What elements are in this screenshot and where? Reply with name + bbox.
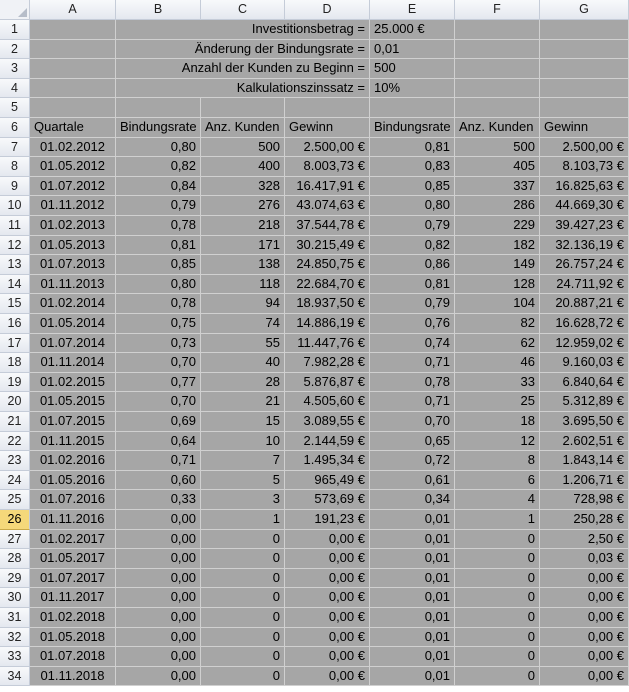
table-cell[interactable]: 0,00 € <box>540 608 629 628</box>
table-cell[interactable]: 2.602,51 € <box>540 432 629 452</box>
cell-empty[interactable] <box>455 98 540 118</box>
table-cell[interactable]: 573,69 € <box>285 490 370 510</box>
table-cell[interactable]: 0,00 <box>116 608 201 628</box>
table-cell[interactable]: 0 <box>455 667 540 687</box>
row-header-5[interactable]: 5 <box>0 98 30 118</box>
table-cell[interactable]: 5.312,89 € <box>540 392 629 412</box>
table-cell[interactable]: 171 <box>201 236 285 256</box>
cell-empty[interactable] <box>540 20 629 40</box>
table-cell[interactable]: 405 <box>455 157 540 177</box>
table-cell[interactable]: 3.089,55 € <box>285 412 370 432</box>
row-header-21[interactable]: 21 <box>0 412 30 432</box>
table-cell[interactable]: 01.11.2016 <box>30 510 116 530</box>
row-header-25[interactable]: 25 <box>0 490 30 510</box>
table-cell[interactable]: 01.05.2015 <box>30 392 116 412</box>
table-cell[interactable]: 1 <box>201 510 285 530</box>
table-cell[interactable]: 191,23 € <box>285 510 370 530</box>
row-header-29[interactable]: 29 <box>0 569 30 589</box>
table-cell[interactable]: 149 <box>455 255 540 275</box>
table-header-cell[interactable]: Gewinn <box>540 118 629 138</box>
table-cell[interactable]: 01.07.2015 <box>30 412 116 432</box>
table-cell[interactable]: 0,00 € <box>540 667 629 687</box>
param-value[interactable]: 500 <box>370 59 455 79</box>
table-cell[interactable]: 229 <box>455 216 540 236</box>
table-cell[interactable]: 43.074,63 € <box>285 196 370 216</box>
table-header-cell[interactable]: Bindungsrate <box>370 118 455 138</box>
table-header-cell[interactable]: Bindungsrate <box>116 118 201 138</box>
column-header-f[interactable]: F <box>455 0 540 20</box>
row-header-24[interactable]: 24 <box>0 471 30 491</box>
table-cell[interactable]: 14.886,19 € <box>285 314 370 334</box>
table-cell[interactable]: 0,74 <box>370 334 455 354</box>
table-cell[interactable]: 94 <box>201 294 285 314</box>
table-cell[interactable]: 0,00 <box>116 667 201 687</box>
table-cell[interactable]: 0,00 € <box>285 569 370 589</box>
table-cell[interactable]: 0,00 € <box>540 628 629 648</box>
cell-empty[interactable] <box>201 98 285 118</box>
row-header-16[interactable]: 16 <box>0 314 30 334</box>
table-cell[interactable]: 01.07.2012 <box>30 177 116 197</box>
table-header-cell[interactable]: Anz. Kunden <box>201 118 285 138</box>
table-cell[interactable]: 26.757,24 € <box>540 255 629 275</box>
row-header-19[interactable]: 19 <box>0 373 30 393</box>
table-cell[interactable]: 16.825,63 € <box>540 177 629 197</box>
table-cell[interactable]: 0,00 € <box>540 588 629 608</box>
row-header-6[interactable]: 6 <box>0 118 30 138</box>
table-cell[interactable]: 01.07.2018 <box>30 647 116 667</box>
cell-a1[interactable] <box>30 20 116 40</box>
table-cell[interactable]: 0,00 € <box>285 647 370 667</box>
table-cell[interactable]: 0,79 <box>370 294 455 314</box>
table-cell[interactable]: 0,78 <box>370 373 455 393</box>
table-cell[interactable]: 337 <box>455 177 540 197</box>
table-cell[interactable]: 0,78 <box>116 216 201 236</box>
cell-empty[interactable] <box>285 98 370 118</box>
table-cell[interactable]: 74 <box>201 314 285 334</box>
table-cell[interactable]: 0 <box>201 530 285 550</box>
table-cell[interactable]: 400 <box>201 157 285 177</box>
table-cell[interactable]: 0 <box>455 647 540 667</box>
cell-empty[interactable] <box>455 79 540 99</box>
table-cell[interactable]: 0,80 <box>116 275 201 295</box>
cell-empty[interactable] <box>370 98 455 118</box>
table-cell[interactable]: 01.11.2012 <box>30 196 116 216</box>
table-cell[interactable]: 22.684,70 € <box>285 275 370 295</box>
table-cell[interactable]: 0,34 <box>370 490 455 510</box>
table-cell[interactable]: 01.02.2013 <box>30 216 116 236</box>
table-cell[interactable]: 0,00 € <box>285 667 370 687</box>
table-cell[interactable]: 0 <box>201 628 285 648</box>
table-cell[interactable]: 0,00 <box>116 510 201 530</box>
table-cell[interactable]: 0,82 <box>116 157 201 177</box>
table-cell[interactable]: 118 <box>201 275 285 295</box>
param-label[interactable]: Investitionsbetrag = <box>116 20 370 40</box>
table-cell[interactable]: 39.427,23 € <box>540 216 629 236</box>
table-cell[interactable]: 0,81 <box>370 275 455 295</box>
table-cell[interactable]: 286 <box>455 196 540 216</box>
table-cell[interactable]: 30.215,49 € <box>285 236 370 256</box>
table-cell[interactable]: 0,70 <box>370 412 455 432</box>
param-label[interactable]: Anzahl der Kunden zu Beginn = <box>116 59 370 79</box>
table-cell[interactable]: 0,01 <box>370 510 455 530</box>
row-header-34[interactable]: 34 <box>0 667 30 687</box>
row-header-20[interactable]: 20 <box>0 392 30 412</box>
table-cell[interactable]: 0,70 <box>116 392 201 412</box>
table-cell[interactable]: 9.160,03 € <box>540 353 629 373</box>
table-cell[interactable]: 6.840,64 € <box>540 373 629 393</box>
table-cell[interactable]: 37.544,78 € <box>285 216 370 236</box>
table-cell[interactable]: 0,86 <box>370 255 455 275</box>
table-cell[interactable]: 12.959,02 € <box>540 334 629 354</box>
table-cell[interactable]: 44.669,30 € <box>540 196 629 216</box>
row-header-26[interactable]: 26 <box>0 510 30 530</box>
table-cell[interactable]: 28 <box>201 373 285 393</box>
table-cell[interactable]: 0,01 <box>370 569 455 589</box>
row-header-28[interactable]: 28 <box>0 549 30 569</box>
cell-empty[interactable] <box>540 79 629 99</box>
table-cell[interactable]: 0,71 <box>370 353 455 373</box>
table-cell[interactable]: 46 <box>455 353 540 373</box>
table-cell[interactable]: 0,80 <box>116 138 201 158</box>
table-cell[interactable]: 0,03 € <box>540 549 629 569</box>
table-cell[interactable]: 2.500,00 € <box>540 138 629 158</box>
table-cell[interactable]: 138 <box>201 255 285 275</box>
table-cell[interactable]: 0,77 <box>116 373 201 393</box>
table-cell[interactable]: 0,00 € <box>285 608 370 628</box>
row-header-13[interactable]: 13 <box>0 255 30 275</box>
table-cell[interactable]: 0,69 <box>116 412 201 432</box>
table-cell[interactable]: 0,01 <box>370 588 455 608</box>
row-header-9[interactable]: 9 <box>0 177 30 197</box>
table-cell[interactable]: 0,85 <box>116 255 201 275</box>
table-cell[interactable]: 0,72 <box>370 451 455 471</box>
cell-empty[interactable] <box>455 40 540 60</box>
table-cell[interactable]: 01.07.2016 <box>30 490 116 510</box>
column-header-c[interactable]: C <box>201 0 285 20</box>
table-cell[interactable]: 82 <box>455 314 540 334</box>
table-cell[interactable]: 01.07.2014 <box>30 334 116 354</box>
table-cell[interactable]: 3.695,50 € <box>540 412 629 432</box>
table-cell[interactable]: 276 <box>201 196 285 216</box>
row-header-8[interactable]: 8 <box>0 157 30 177</box>
table-cell[interactable]: 01.02.2018 <box>30 608 116 628</box>
table-cell[interactable]: 104 <box>455 294 540 314</box>
row-header-30[interactable]: 30 <box>0 588 30 608</box>
table-cell[interactable]: 0,33 <box>116 490 201 510</box>
table-cell[interactable]: 0 <box>455 569 540 589</box>
table-cell[interactable]: 250,28 € <box>540 510 629 530</box>
table-cell[interactable]: 01.05.2013 <box>30 236 116 256</box>
table-cell[interactable]: 0,60 <box>116 471 201 491</box>
table-cell[interactable]: 965,49 € <box>285 471 370 491</box>
table-cell[interactable]: 24.711,92 € <box>540 275 629 295</box>
table-cell[interactable]: 0 <box>201 588 285 608</box>
table-cell[interactable]: 218 <box>201 216 285 236</box>
table-cell[interactable]: 0 <box>201 549 285 569</box>
row-header-14[interactable]: 14 <box>0 275 30 295</box>
table-cell[interactable]: 01.05.2016 <box>30 471 116 491</box>
table-cell[interactable]: 01.05.2012 <box>30 157 116 177</box>
table-cell[interactable]: 32.136,19 € <box>540 236 629 256</box>
table-cell[interactable]: 500 <box>201 138 285 158</box>
table-cell[interactable]: 0,00 <box>116 549 201 569</box>
table-cell[interactable]: 0 <box>201 667 285 687</box>
table-cell[interactable]: 0,01 <box>370 549 455 569</box>
table-cell[interactable]: 24.850,75 € <box>285 255 370 275</box>
table-cell[interactable]: 0 <box>455 588 540 608</box>
column-header-e[interactable]: E <box>370 0 455 20</box>
table-cell[interactable]: 0,65 <box>370 432 455 452</box>
table-cell[interactable]: 0,00 <box>116 628 201 648</box>
table-cell[interactable]: 62 <box>455 334 540 354</box>
table-cell[interactable]: 2.500,00 € <box>285 138 370 158</box>
table-cell[interactable]: 01.11.2018 <box>30 667 116 687</box>
table-cell[interactable]: 0,00 <box>116 647 201 667</box>
table-cell[interactable]: 1 <box>455 510 540 530</box>
table-cell[interactable]: 728,98 € <box>540 490 629 510</box>
table-cell[interactable]: 0,71 <box>116 451 201 471</box>
table-cell[interactable]: 5 <box>201 471 285 491</box>
row-header-11[interactable]: 11 <box>0 216 30 236</box>
column-header-g[interactable]: G <box>540 0 629 20</box>
table-cell[interactable]: 0,85 <box>370 177 455 197</box>
table-cell[interactable]: 01.11.2015 <box>30 432 116 452</box>
table-cell[interactable]: 0,01 <box>370 647 455 667</box>
table-cell[interactable]: 0 <box>455 549 540 569</box>
table-cell[interactable]: 6 <box>455 471 540 491</box>
table-cell[interactable]: 8.103,73 € <box>540 157 629 177</box>
table-cell[interactable]: 0,81 <box>116 236 201 256</box>
row-header-4[interactable]: 4 <box>0 79 30 99</box>
cell-a3[interactable] <box>30 59 116 79</box>
table-cell[interactable]: 01.02.2015 <box>30 373 116 393</box>
table-cell[interactable]: 0,01 <box>370 608 455 628</box>
table-cell[interactable]: 0,00 <box>116 530 201 550</box>
table-cell[interactable]: 0,00 € <box>285 549 370 569</box>
row-header-33[interactable]: 33 <box>0 647 30 667</box>
table-cell[interactable]: 0,00 € <box>540 569 629 589</box>
table-cell[interactable]: 0,83 <box>370 157 455 177</box>
table-cell[interactable]: 0,84 <box>116 177 201 197</box>
table-cell[interactable]: 128 <box>455 275 540 295</box>
table-cell[interactable]: 01.07.2013 <box>30 255 116 275</box>
table-cell[interactable]: 01.02.2017 <box>30 530 116 550</box>
table-cell[interactable]: 0,75 <box>116 314 201 334</box>
table-cell[interactable]: 4 <box>455 490 540 510</box>
row-header-7[interactable]: 7 <box>0 138 30 158</box>
table-cell[interactable]: 0 <box>455 608 540 628</box>
table-cell[interactable]: 182 <box>455 236 540 256</box>
table-cell[interactable]: 328 <box>201 177 285 197</box>
table-cell[interactable]: 01.07.2017 <box>30 569 116 589</box>
table-cell[interactable]: 01.05.2017 <box>30 549 116 569</box>
table-cell[interactable]: 0,70 <box>116 353 201 373</box>
row-header-23[interactable]: 23 <box>0 451 30 471</box>
column-header-d[interactable]: D <box>285 0 370 20</box>
row-header-3[interactable]: 3 <box>0 59 30 79</box>
table-cell[interactable]: 0,01 <box>370 628 455 648</box>
param-label[interactable]: Änderung der Bindungsrate = <box>116 40 370 60</box>
param-label[interactable]: Kalkulationszinssatz = <box>116 79 370 99</box>
table-cell[interactable]: 0,78 <box>116 294 201 314</box>
table-cell[interactable]: 0,00 € <box>285 530 370 550</box>
table-cell[interactable]: 0,64 <box>116 432 201 452</box>
row-header-22[interactable]: 22 <box>0 432 30 452</box>
cell-empty[interactable] <box>540 59 629 79</box>
table-cell[interactable]: 1.206,71 € <box>540 471 629 491</box>
cell-a2[interactable] <box>30 40 116 60</box>
row-header-31[interactable]: 31 <box>0 608 30 628</box>
table-cell[interactable]: 8.003,73 € <box>285 157 370 177</box>
table-header-cell[interactable]: Quartale <box>30 118 116 138</box>
table-cell[interactable]: 11.447,76 € <box>285 334 370 354</box>
table-cell[interactable]: 3 <box>201 490 285 510</box>
table-header-cell[interactable]: Anz. Kunden <box>455 118 540 138</box>
table-cell[interactable]: 2.144,59 € <box>285 432 370 452</box>
table-cell[interactable]: 0,76 <box>370 314 455 334</box>
column-header-a[interactable]: A <box>30 0 116 20</box>
table-cell[interactable]: 2,50 € <box>540 530 629 550</box>
table-header-cell[interactable]: Gewinn <box>285 118 370 138</box>
cell-empty[interactable] <box>455 20 540 40</box>
table-cell[interactable]: 10 <box>201 432 285 452</box>
table-cell[interactable]: 16.628,72 € <box>540 314 629 334</box>
cell-a4[interactable] <box>30 79 116 99</box>
table-cell[interactable]: 0 <box>201 608 285 628</box>
table-cell[interactable]: 0,80 <box>370 196 455 216</box>
table-cell[interactable]: 01.11.2014 <box>30 353 116 373</box>
row-header-17[interactable]: 17 <box>0 334 30 354</box>
param-value[interactable]: 0,01 <box>370 40 455 60</box>
table-cell[interactable]: 01.05.2018 <box>30 628 116 648</box>
cell-empty[interactable] <box>455 59 540 79</box>
table-cell[interactable]: 0,00 <box>116 569 201 589</box>
table-cell[interactable]: 0,73 <box>116 334 201 354</box>
table-cell[interactable]: 40 <box>201 353 285 373</box>
cell-empty[interactable] <box>116 98 201 118</box>
row-header-1[interactable]: 1 <box>0 20 30 40</box>
table-cell[interactable]: 55 <box>201 334 285 354</box>
table-cell[interactable]: 0,01 <box>370 667 455 687</box>
table-cell[interactable]: 500 <box>455 138 540 158</box>
cell-empty[interactable] <box>540 40 629 60</box>
table-cell[interactable]: 1.495,34 € <box>285 451 370 471</box>
row-header-10[interactable]: 10 <box>0 196 30 216</box>
table-cell[interactable]: 12 <box>455 432 540 452</box>
table-cell[interactable]: 0,71 <box>370 392 455 412</box>
row-header-32[interactable]: 32 <box>0 628 30 648</box>
column-header-b[interactable]: B <box>116 0 201 20</box>
cell-a5[interactable] <box>30 98 116 118</box>
select-all-corner[interactable] <box>0 0 30 20</box>
table-cell[interactable]: 0 <box>201 569 285 589</box>
table-cell[interactable]: 01.02.2014 <box>30 294 116 314</box>
row-header-12[interactable]: 12 <box>0 236 30 256</box>
table-cell[interactable]: 01.05.2014 <box>30 314 116 334</box>
table-cell[interactable]: 01.02.2012 <box>30 138 116 158</box>
table-cell[interactable]: 0 <box>455 530 540 550</box>
row-header-27[interactable]: 27 <box>0 530 30 550</box>
table-cell[interactable]: 21 <box>201 392 285 412</box>
cell-empty[interactable] <box>540 98 629 118</box>
table-cell[interactable]: 01.11.2013 <box>30 275 116 295</box>
table-cell[interactable]: 0,79 <box>370 216 455 236</box>
table-cell[interactable]: 0,82 <box>370 236 455 256</box>
table-cell[interactable]: 18 <box>455 412 540 432</box>
table-cell[interactable]: 0,61 <box>370 471 455 491</box>
table-cell[interactable]: 16.417,91 € <box>285 177 370 197</box>
table-cell[interactable]: 0,00 € <box>285 628 370 648</box>
table-cell[interactable]: 0 <box>201 647 285 667</box>
table-cell[interactable]: 0 <box>455 628 540 648</box>
table-cell[interactable]: 01.02.2016 <box>30 451 116 471</box>
table-cell[interactable]: 5.876,87 € <box>285 373 370 393</box>
table-cell[interactable]: 0,81 <box>370 138 455 158</box>
table-cell[interactable]: 20.887,21 € <box>540 294 629 314</box>
row-header-18[interactable]: 18 <box>0 353 30 373</box>
table-cell[interactable]: 01.11.2017 <box>30 588 116 608</box>
table-cell[interactable]: 33 <box>455 373 540 393</box>
table-cell[interactable]: 0,00 <box>116 588 201 608</box>
table-cell[interactable]: 18.937,50 € <box>285 294 370 314</box>
row-header-15[interactable]: 15 <box>0 294 30 314</box>
table-cell[interactable]: 25 <box>455 392 540 412</box>
table-cell[interactable]: 0,79 <box>116 196 201 216</box>
param-value[interactable]: 25.000 € <box>370 20 455 40</box>
table-cell[interactable]: 8 <box>455 451 540 471</box>
table-cell[interactable]: 15 <box>201 412 285 432</box>
table-cell[interactable]: 0,00 € <box>540 647 629 667</box>
table-cell[interactable]: 4.505,60 € <box>285 392 370 412</box>
table-cell[interactable]: 0,01 <box>370 530 455 550</box>
table-cell[interactable]: 7.982,28 € <box>285 353 370 373</box>
param-value[interactable]: 10% <box>370 79 455 99</box>
table-cell[interactable]: 1.843,14 € <box>540 451 629 471</box>
row-header-2[interactable]: 2 <box>0 40 30 60</box>
table-cell[interactable]: 7 <box>201 451 285 471</box>
table-cell[interactable]: 0,00 € <box>285 588 370 608</box>
